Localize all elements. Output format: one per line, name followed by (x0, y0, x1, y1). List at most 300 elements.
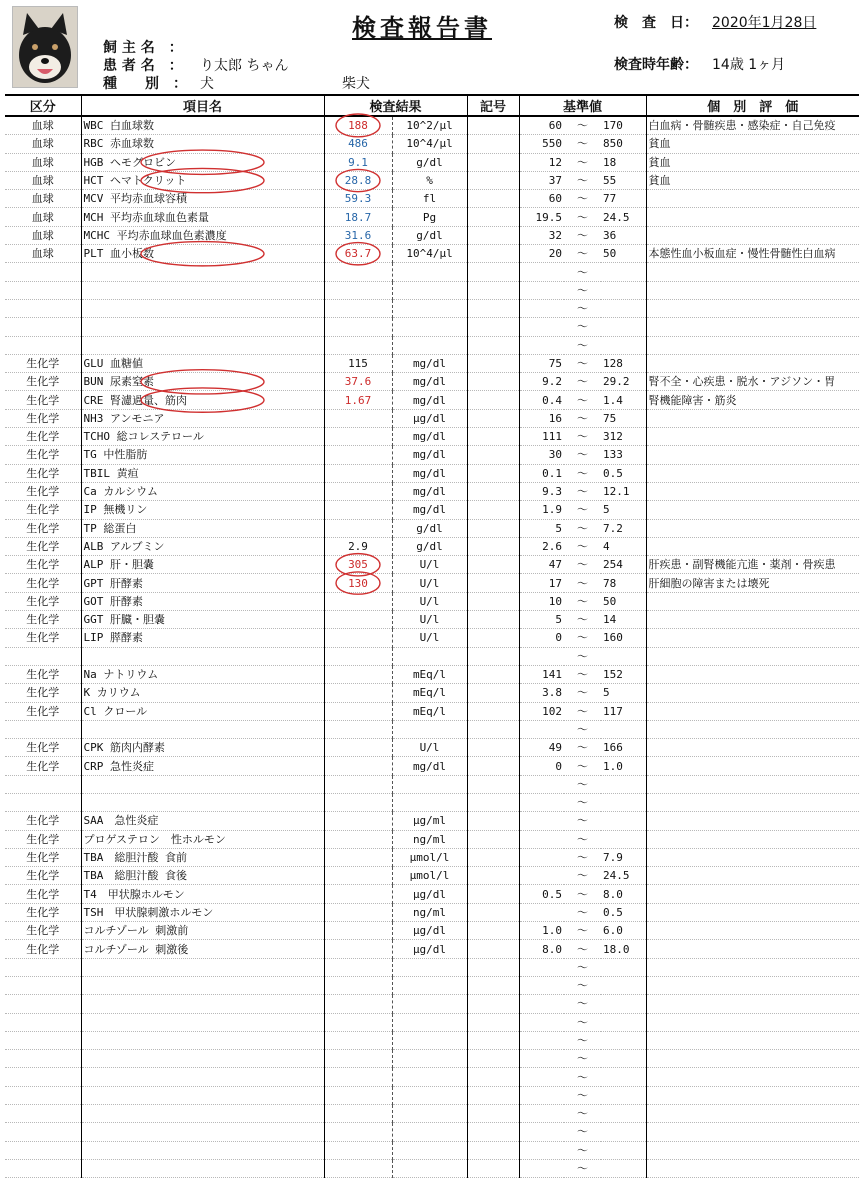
row-mark (467, 1013, 519, 1031)
row-result (324, 848, 392, 866)
row-category: 生化学 (5, 684, 81, 702)
row-reference-high (601, 281, 646, 299)
row-mark (467, 190, 519, 208)
table-row (5, 611, 859, 629)
row-reference-low: 1.0 (519, 922, 564, 940)
row-item-name: CPK 筋肉内酵素 (81, 739, 324, 757)
row-reference-tilde: ～ (564, 1013, 601, 1031)
row-category (5, 1086, 81, 1104)
row-category: 生化学 (5, 446, 81, 464)
row-reference-high (601, 1141, 646, 1159)
row-unit: mg/dl (392, 501, 467, 519)
row-reference-tilde: ～ (564, 976, 601, 994)
table-row (5, 537, 859, 555)
table-row (5, 354, 859, 372)
row-category (5, 263, 81, 281)
col-evaluation: 個 別 評 価 (646, 95, 859, 116)
row-reference-tilde: ～ (564, 885, 601, 903)
row-reference-low: 16 (519, 409, 564, 427)
table-row (5, 922, 859, 940)
row-reference-tilde: ～ (564, 757, 601, 775)
row-reference-low (519, 1086, 564, 1104)
row-item-name (81, 720, 324, 738)
row-reference-high: 850 (601, 135, 646, 153)
row-reference-low: 102 (519, 702, 564, 720)
row-reference-tilde: ～ (564, 318, 601, 336)
table-row (5, 647, 859, 665)
row-evaluation (646, 922, 859, 940)
row-category: 血球 (5, 208, 81, 226)
row-evaluation: 貧血 (646, 135, 859, 153)
table-row (5, 793, 859, 811)
row-reference-tilde: ～ (564, 116, 601, 135)
row-reference-high (601, 812, 646, 830)
row-evaluation (646, 464, 859, 482)
row-reference-high (601, 775, 646, 793)
table-row (5, 153, 859, 171)
table-header (5, 95, 859, 116)
row-item-name: MCH 平均赤血球血色素量 (81, 208, 324, 226)
row-category (5, 336, 81, 354)
row-category: 生化学 (5, 482, 81, 500)
row-reference-tilde: ～ (564, 684, 601, 702)
row-mark (467, 757, 519, 775)
row-category: 生化学 (5, 885, 81, 903)
row-unit: 10^2/μl (392, 116, 467, 135)
row-mark (467, 135, 519, 153)
row-reference-low: 9.3 (519, 482, 564, 500)
row-category: 生化学 (5, 702, 81, 720)
row-evaluation (646, 299, 859, 317)
age-value: 14歳 1ヶ月 (712, 57, 786, 73)
row-category (5, 720, 81, 738)
row-evaluation (646, 336, 859, 354)
row-reference-tilde: ～ (564, 665, 601, 683)
table-row (5, 299, 859, 317)
row-item-name (81, 793, 324, 811)
row-result (324, 958, 392, 976)
row-category: 生化学 (5, 464, 81, 482)
dog-photo-icon (13, 7, 77, 87)
row-mark (467, 208, 519, 226)
row-category (5, 1013, 81, 1031)
table-row (5, 116, 859, 135)
row-evaluation (646, 958, 859, 976)
row-result: 130 (324, 574, 392, 592)
table-row (5, 702, 859, 720)
row-mark (467, 263, 519, 281)
row-result (324, 428, 392, 446)
row-reference-low (519, 1050, 564, 1068)
row-category: 生化学 (5, 848, 81, 866)
row-result (324, 519, 392, 537)
row-mark (467, 1105, 519, 1123)
row-mark (467, 336, 519, 354)
row-reference-low (519, 1159, 564, 1177)
row-reference-high: 24.5 (601, 208, 646, 226)
row-unit (392, 1068, 467, 1086)
row-reference-low: 2.6 (519, 537, 564, 555)
row-category (5, 647, 81, 665)
row-category (5, 318, 81, 336)
row-evaluation: 腎機能障害・筋炎 (646, 391, 859, 409)
row-result (324, 1123, 392, 1141)
row-result: 1.67 (324, 391, 392, 409)
table-row (5, 976, 859, 994)
row-reference-low: 20 (519, 245, 564, 263)
row-evaluation (646, 775, 859, 793)
row-mark (467, 245, 519, 263)
row-unit (392, 263, 467, 281)
row-evaluation (646, 190, 859, 208)
table-row (5, 409, 859, 427)
row-category (5, 1123, 81, 1141)
row-reference-high: 50 (601, 592, 646, 610)
row-reference-tilde: ～ (564, 903, 601, 921)
table-row (5, 720, 859, 738)
row-reference-tilde: ～ (564, 1141, 601, 1159)
row-reference-tilde: ～ (564, 226, 601, 244)
row-result (324, 885, 392, 903)
row-item-name: IP 無機リン (81, 501, 324, 519)
row-category: 血球 (5, 171, 81, 189)
row-item-name: コルチゾール 刺激後 (81, 940, 324, 958)
row-mark (467, 629, 519, 647)
row-category: 生化学 (5, 428, 81, 446)
row-reference-low (519, 1013, 564, 1031)
row-result (324, 757, 392, 775)
row-unit: g/dl (392, 153, 467, 171)
row-result (324, 995, 392, 1013)
row-reference-low: 550 (519, 135, 564, 153)
row-evaluation (646, 1123, 859, 1141)
row-reference-tilde: ～ (564, 775, 601, 793)
row-reference-tilde: ～ (564, 373, 601, 391)
row-item-name (81, 1159, 324, 1177)
row-reference-low: 9.2 (519, 373, 564, 391)
row-category: 血球 (5, 135, 81, 153)
row-item-name: RBC 赤血球数 (81, 135, 324, 153)
row-reference-high (601, 299, 646, 317)
row-reference-high (601, 1159, 646, 1177)
col-result: 検査結果 (324, 95, 467, 116)
row-result (324, 830, 392, 848)
row-reference-high: 170 (601, 116, 646, 135)
row-reference-high (601, 336, 646, 354)
row-result (324, 1031, 392, 1049)
row-unit (392, 281, 467, 299)
row-mark (467, 537, 519, 555)
row-evaluation (646, 1031, 859, 1049)
row-reference-tilde: ～ (564, 354, 601, 372)
row-reference-high: 18 (601, 153, 646, 171)
row-reference-high: 18.0 (601, 940, 646, 958)
table-row (5, 318, 859, 336)
row-result (324, 684, 392, 702)
row-evaluation (646, 720, 859, 738)
row-item-name (81, 1068, 324, 1086)
row-result: 18.7 (324, 208, 392, 226)
row-unit: μg/dl (392, 885, 467, 903)
table-row (5, 1123, 859, 1141)
row-reference-low: 0.1 (519, 464, 564, 482)
row-category: 生化学 (5, 757, 81, 775)
row-category: 生化学 (5, 354, 81, 372)
patient-label: 患 者 名 ： (103, 58, 183, 74)
table-row (5, 226, 859, 244)
row-reference-high: 117 (601, 702, 646, 720)
date-value: 2020年1月28日 (712, 15, 817, 31)
row-mark (467, 464, 519, 482)
row-evaluation (646, 1141, 859, 1159)
row-reference-high (601, 793, 646, 811)
row-reference-high: 254 (601, 556, 646, 574)
row-reference-tilde: ～ (564, 1159, 601, 1177)
row-item-name (81, 281, 324, 299)
species-value: 犬 (200, 76, 214, 92)
row-reference-high (601, 1013, 646, 1031)
row-unit: g/dl (392, 226, 467, 244)
row-reference-low (519, 830, 564, 848)
row-item-name: ALB アルブミン (81, 537, 324, 555)
row-item-name (81, 263, 324, 281)
table-row (5, 684, 859, 702)
row-reference-low (519, 958, 564, 976)
row-category: 血球 (5, 116, 81, 135)
row-reference-tilde: ～ (564, 720, 601, 738)
table-row (5, 263, 859, 281)
row-item-name: MCHC 平均赤血球血色素濃度 (81, 226, 324, 244)
row-reference-high (601, 318, 646, 336)
row-evaluation (646, 1050, 859, 1068)
row-reference-low (519, 1068, 564, 1086)
row-result: 31.6 (324, 226, 392, 244)
row-result (324, 940, 392, 958)
row-unit (392, 647, 467, 665)
row-item-name: HGB ヘモグロビン (81, 153, 324, 171)
age-label: 検査時年齢： (614, 57, 698, 73)
row-reference-tilde: ～ (564, 1086, 601, 1104)
row-evaluation (646, 519, 859, 537)
table-row (5, 281, 859, 299)
row-result (324, 775, 392, 793)
row-mark (467, 702, 519, 720)
table-row (5, 501, 859, 519)
row-evaluation (646, 1159, 859, 1177)
row-category (5, 281, 81, 299)
row-mark (467, 848, 519, 866)
row-mark (467, 739, 519, 757)
row-category: 生化学 (5, 903, 81, 921)
row-evaluation (646, 281, 859, 299)
row-unit: Pg (392, 208, 467, 226)
row-reference-tilde: ～ (564, 611, 601, 629)
row-reference-tilde: ～ (564, 336, 601, 354)
row-reference-low (519, 848, 564, 866)
row-result (324, 318, 392, 336)
row-reference-tilde: ～ (564, 812, 601, 830)
row-item-name: Ca カルシウム (81, 482, 324, 500)
row-reference-high (601, 958, 646, 976)
row-reference-high: 6.0 (601, 922, 646, 940)
row-reference-high: 14 (601, 611, 646, 629)
col-mark: 記号 (467, 95, 519, 116)
row-reference-low (519, 775, 564, 793)
table-row (5, 830, 859, 848)
row-unit: U/l (392, 574, 467, 592)
row-mark (467, 812, 519, 830)
row-item-name (81, 775, 324, 793)
row-result (324, 299, 392, 317)
row-result: 486 (324, 135, 392, 153)
row-result (324, 1159, 392, 1177)
row-evaluation (646, 263, 859, 281)
table-row (5, 245, 859, 263)
row-mark (467, 519, 519, 537)
row-evaluation (646, 446, 859, 464)
row-reference-high: 4 (601, 537, 646, 555)
row-reference-tilde: ～ (564, 556, 601, 574)
table-row (5, 1159, 859, 1177)
row-item-name: LIP 膵酵素 (81, 629, 324, 647)
row-item-name: TBA 総胆汁酸 食前 (81, 848, 324, 866)
row-reference-tilde: ～ (564, 171, 601, 189)
row-category: 血球 (5, 245, 81, 263)
row-reference-high (601, 1031, 646, 1049)
table-row (5, 208, 859, 226)
row-category: 生化学 (5, 830, 81, 848)
row-unit (392, 1013, 467, 1031)
row-category: 生化学 (5, 940, 81, 958)
row-reference-low: 0.4 (519, 391, 564, 409)
row-mark (467, 1031, 519, 1049)
row-result: 115 (324, 354, 392, 372)
row-reference-low (519, 299, 564, 317)
row-reference-tilde: ～ (564, 208, 601, 226)
row-reference-high: 50 (601, 245, 646, 263)
table-row (5, 775, 859, 793)
row-category: 生化学 (5, 574, 81, 592)
species-label: 種 別 ： (103, 76, 187, 92)
row-item-name: HCT ヘマトクリット (81, 171, 324, 189)
row-category: 生化学 (5, 592, 81, 610)
row-item-name (81, 958, 324, 976)
row-reference-low (519, 263, 564, 281)
row-unit (392, 1050, 467, 1068)
row-unit (392, 1086, 467, 1104)
row-mark (467, 592, 519, 610)
row-reference-tilde: ～ (564, 299, 601, 317)
row-reference-low: 37 (519, 171, 564, 189)
row-reference-tilde: ～ (564, 793, 601, 811)
row-category: 血球 (5, 153, 81, 171)
row-evaluation (646, 830, 859, 848)
row-reference-low (519, 1105, 564, 1123)
row-item-name: CRE 腎濾過量、筋肉 (81, 391, 324, 409)
row-result (324, 903, 392, 921)
row-mark (467, 501, 519, 519)
table-row (5, 135, 859, 153)
row-mark (467, 116, 519, 135)
table-row (5, 592, 859, 610)
row-evaluation (646, 1105, 859, 1123)
row-category (5, 1068, 81, 1086)
row-mark (467, 684, 519, 702)
row-result: 9.1 (324, 153, 392, 171)
row-item-name: PLT 血小板数 (81, 245, 324, 263)
row-item-name (81, 299, 324, 317)
row-evaluation: 貧血 (646, 171, 859, 189)
table-row (5, 1050, 859, 1068)
row-reference-tilde: ～ (564, 922, 601, 940)
row-reference-low (519, 1141, 564, 1159)
row-evaluation (646, 684, 859, 702)
row-mark (467, 1068, 519, 1086)
row-unit (392, 1031, 467, 1049)
row-reference-low: 60 (519, 190, 564, 208)
row-mark (467, 775, 519, 793)
owner-label: 飼 主 名 ： (103, 40, 183, 56)
table-row (5, 629, 859, 647)
row-category: 生化学 (5, 812, 81, 830)
row-mark (467, 391, 519, 409)
row-unit: mg/dl (392, 354, 467, 372)
row-item-name: Na ナトリウム (81, 665, 324, 683)
row-reference-high: 1.0 (601, 757, 646, 775)
row-result (324, 812, 392, 830)
row-mark (467, 153, 519, 171)
row-unit: % (392, 171, 467, 189)
row-reference-low (519, 647, 564, 665)
row-reference-low (519, 995, 564, 1013)
row-evaluation (646, 629, 859, 647)
row-reference-high: 133 (601, 446, 646, 464)
row-reference-tilde: ～ (564, 702, 601, 720)
row-result (324, 611, 392, 629)
row-evaluation (646, 428, 859, 446)
row-item-name (81, 1031, 324, 1049)
row-reference-tilde: ～ (564, 995, 601, 1013)
table-row (5, 1105, 859, 1123)
row-mark (467, 995, 519, 1013)
row-unit: mEq/l (392, 702, 467, 720)
row-reference-low: 75 (519, 354, 564, 372)
row-unit: μmol/l (392, 867, 467, 885)
row-mark (467, 793, 519, 811)
row-evaluation (646, 501, 859, 519)
row-evaluation (646, 793, 859, 811)
row-unit (392, 1159, 467, 1177)
row-category: 生化学 (5, 391, 81, 409)
row-reference-tilde: ～ (564, 647, 601, 665)
row-evaluation (646, 867, 859, 885)
row-item-name (81, 1013, 324, 1031)
row-reference-tilde: ～ (564, 1068, 601, 1086)
row-reference-high: 312 (601, 428, 646, 446)
row-reference-high: 36 (601, 226, 646, 244)
row-reference-high (601, 647, 646, 665)
row-unit (392, 336, 467, 354)
row-reference-high: 7.9 (601, 848, 646, 866)
row-unit: mEq/l (392, 684, 467, 702)
row-reference-tilde: ～ (564, 739, 601, 757)
row-reference-low (519, 1031, 564, 1049)
row-result: 305 (324, 556, 392, 574)
row-reference-high: 7.2 (601, 519, 646, 537)
row-result (324, 1013, 392, 1031)
row-unit: U/l (392, 611, 467, 629)
row-item-name: MCV 平均赤血球容積 (81, 190, 324, 208)
